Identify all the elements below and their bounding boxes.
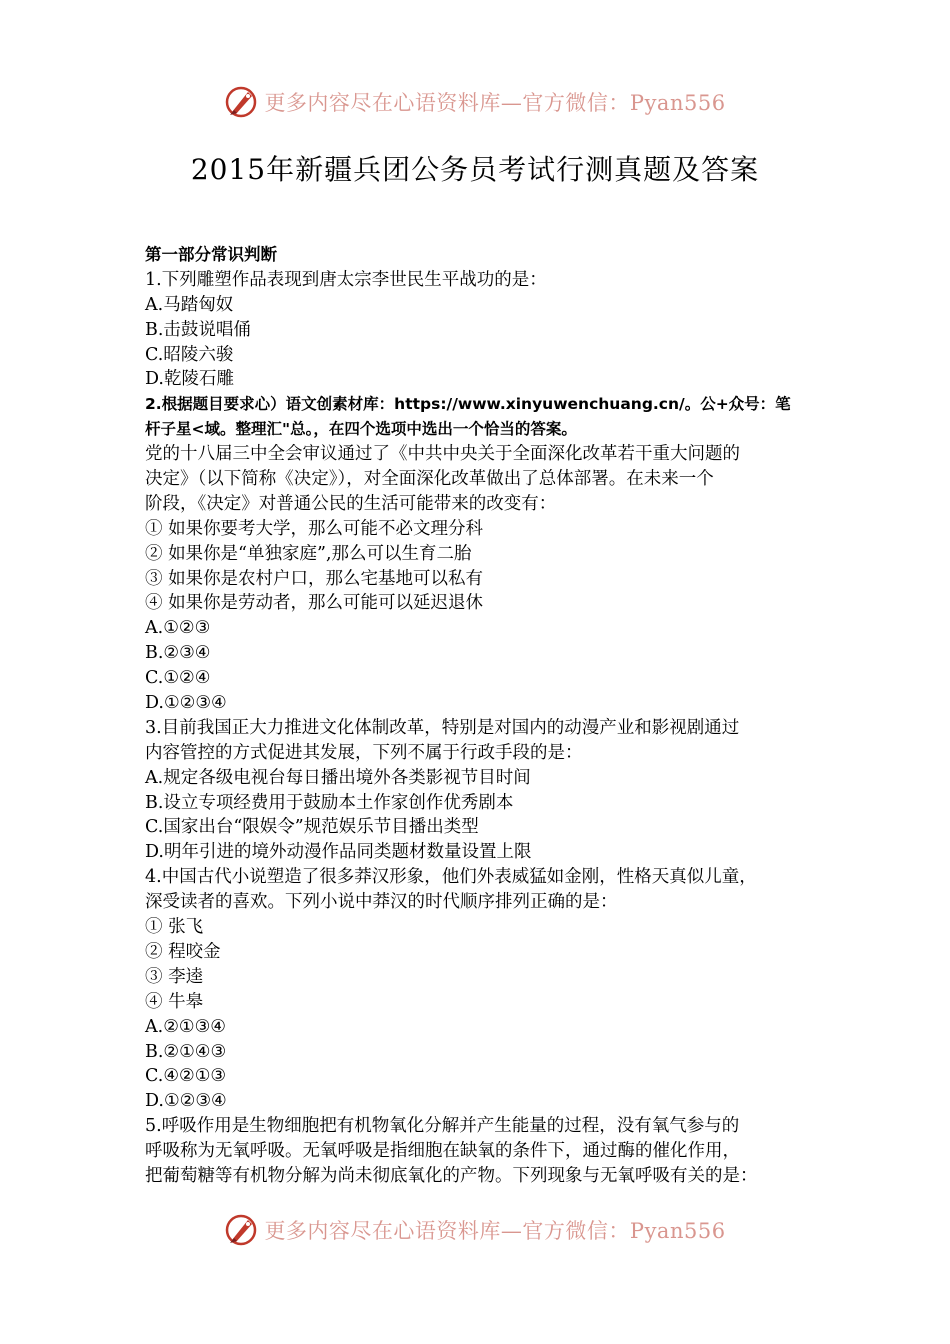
text-line: 深受读者的喜欢。下列小说中莽汉的时代顺序排列正确的是： bbox=[145, 892, 618, 913]
text-line: 把葡萄糖等有机物分解为尚未彻底氧化的产物。下列现象与无氧呼吸有关的是： bbox=[145, 1165, 758, 1186]
text-line: A.①②③ bbox=[145, 618, 211, 639]
text-line: ① 如果你要考大学，那么可能不必文理分科 bbox=[145, 518, 484, 539]
text-line: D.乾陵石雕 bbox=[145, 369, 234, 390]
text-line: ④ 如果你是劳动者，那么可能可以延迟退休 bbox=[145, 593, 484, 614]
text-line: 内容管控的方式促进其发展，下列不属于行政手段的是： bbox=[145, 742, 583, 763]
text-line: ② 如果你是“单独家庭”,那么可以生育二胎 bbox=[145, 543, 472, 564]
text-line: 1.下列雕塑作品表现到唐太宗李世民生平战功的是： bbox=[145, 269, 547, 290]
text-line: 党的十八届三中全会审议通过了《中共中央关于全面深化改革若干重大问题的 bbox=[145, 444, 740, 465]
watermark-text: 更多内容尽在心语资料库—官方微信：Pyan556 bbox=[264, 1219, 726, 1243]
text-line: 阶段，《决定》对普通公民的生活可能带来的改变有： bbox=[145, 493, 557, 514]
text-line: A.②①③④ bbox=[145, 1016, 226, 1037]
text-line: B.②③④ bbox=[145, 643, 211, 664]
text-line: 呼吸称为无氧呼吸。无氧呼吸是指细胞在缺氧的条件下，通过酶的催化作用， bbox=[145, 1141, 740, 1162]
text-line: 5.呼吸作用是生物细胞把有机物氧化分解并产生能量的过程，没有氧气参与的 bbox=[145, 1116, 740, 1137]
text-line: ③ 李逵 bbox=[145, 966, 204, 987]
page-title: 2015年新疆兵团公务员考试行测真题及答案 bbox=[190, 153, 760, 186]
text-line: 杆子星<域。整理汇"总。，在四个选项中选出一个恰当的答案。 bbox=[145, 420, 577, 439]
pen-nib-logo-icon bbox=[224, 1212, 260, 1248]
text-line: C.④②①③ bbox=[145, 1066, 227, 1087]
text-line: A.规定各级电视台每日播出境外各类影视节目时间 bbox=[145, 767, 531, 788]
text-line: D.①②③④ bbox=[145, 1091, 227, 1112]
text-line: A.马踏匈奴 bbox=[145, 294, 234, 315]
watermark-banner-bottom bbox=[0, 1210, 950, 1250]
text-line: C.昭陵六骏 bbox=[145, 344, 234, 365]
text-line: B.②①④③ bbox=[145, 1041, 227, 1062]
section-heading: 第一部分常识判断 bbox=[145, 245, 277, 264]
text-line: ③ 如果你是农村户口，那么宅基地可以私有 bbox=[145, 568, 484, 589]
text-line: ④ 牛皋 bbox=[145, 991, 204, 1012]
document-body bbox=[145, 243, 815, 1189]
text-line: 决定》（以下简称《决定》），对全面深化改革做出了总体部署。在未来一个 bbox=[145, 469, 714, 490]
pen-nib-logo-icon bbox=[224, 84, 260, 120]
watermark-banner-top bbox=[0, 82, 950, 122]
text-line: ② 程咬金 bbox=[145, 941, 221, 962]
watermark-text: 更多内容尽在心语资料库—官方微信：Pyan556 bbox=[264, 91, 726, 115]
text-line: 3.目前我国正大力推进文化体制改革，特别是对国内的动漫产业和影视剧通过 bbox=[145, 717, 740, 738]
text-line: D.①②③④ bbox=[145, 693, 227, 714]
text-line: C.①②④ bbox=[145, 668, 211, 689]
text-line: D.明年引进的境外动漫作品同类题材数量设置上限 bbox=[145, 842, 532, 863]
text-line: B.击鼓说唱俑 bbox=[145, 319, 251, 340]
text-line: B.设立专项经费用于鼓励本土作家创作优秀剧本 bbox=[145, 792, 514, 813]
text-line: 2.根据题目要求心）语文创素材库：https://www.xinyuwenchuang.cn/。公+众号：笔 bbox=[145, 395, 791, 414]
text-line: C.国家出台“限娱令”规范娱乐节目播出类型 bbox=[145, 817, 479, 838]
text-line: 4.中国古代小说塑造了很多莽汉形象，他们外表威猛如金刚，性格天真似儿童， bbox=[145, 867, 757, 888]
text-line: ① 张飞 bbox=[145, 917, 204, 938]
